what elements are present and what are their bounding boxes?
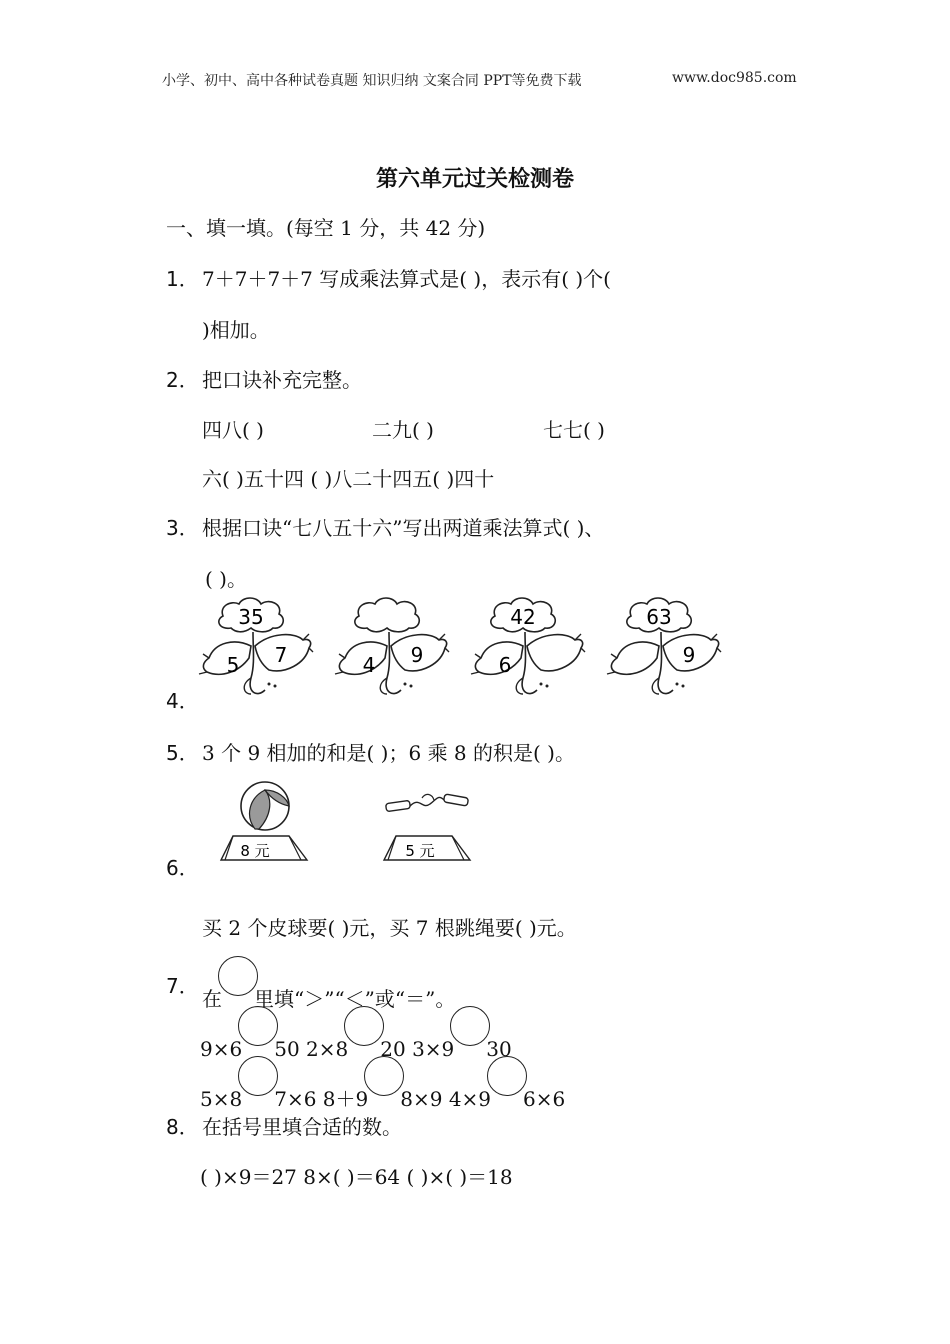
compare-circle[interactable] — [364, 1056, 404, 1096]
q7-pre: 在 — [202, 987, 222, 1011]
flower-diagram — [195, 594, 735, 710]
flower-1-top: 35 — [238, 605, 264, 629]
question-7-text — [202, 970, 455, 1012]
q7-expr: 20 — [380, 1037, 406, 1061]
header-url: www.doc985.com — [672, 70, 797, 86]
q7-expr: 9×6 — [200, 1037, 243, 1061]
ball-illustration — [215, 776, 315, 872]
q7-expr: 3×9 — [412, 1037, 455, 1061]
q2-blank-1: 四八( ) — [202, 418, 264, 442]
ball-price: 8 元 — [240, 842, 270, 860]
q7-expr: 2×8 — [306, 1037, 349, 1061]
flower-4-top: 63 — [646, 605, 672, 629]
flower-1-right: 7 — [274, 643, 288, 667]
rope-price-tag — [384, 836, 470, 860]
q7-expr: 4×9 — [448, 1087, 492, 1111]
flower-4-right: 9 — [682, 643, 696, 667]
q7-post: 里填“＞”“＜”或“＝”。 — [254, 987, 456, 1011]
q2-blank-3: 七七( ) — [543, 418, 605, 442]
q7-expr: 30 — [486, 1037, 512, 1061]
question-5-number: 5． — [166, 741, 199, 765]
flower-3 — [471, 598, 585, 694]
compare-circle[interactable] — [487, 1056, 527, 1096]
q7-expr: 6×6 — [523, 1087, 566, 1111]
question-4-number: 4． — [166, 689, 199, 713]
flower-1-left: 5 — [226, 653, 240, 677]
question-1-text-cont: )相加。 — [202, 318, 270, 342]
flower-3-left: 6 — [498, 653, 512, 677]
question-3-text: 根据口诀“七八五十六”写出两道乘法算式( )、 — [202, 516, 605, 540]
q7-row-1 — [200, 1020, 512, 1061]
q2-blank-2: 二九( ) — [372, 418, 434, 442]
question-7-number: 7． — [166, 974, 199, 998]
question-1-text: 7＋7＋7＋7 写成乘法算式是( )，表示有( )个( — [202, 267, 611, 291]
question-8-number: 8． — [166, 1115, 199, 1139]
question-3-text-cont: ( )。 — [205, 567, 247, 591]
question-8-equations: ( )×9＝27 8×( )＝64 ( )×( )＝18 — [200, 1165, 513, 1189]
question-1-number: 1． — [166, 267, 199, 291]
compare-circle[interactable] — [238, 1056, 278, 1096]
page-title: 第六单元过关检测卷 — [375, 166, 574, 192]
ball-icon — [241, 782, 289, 830]
q7-expr: 8＋9 — [322, 1087, 369, 1111]
q7-expr: 7×6 — [274, 1087, 317, 1111]
header-left-text: 小学、初中、高中各种试卷真题 知识归纳 文案合同 PPT等免费下载 — [162, 73, 582, 89]
question-2-number: 2． — [166, 368, 199, 392]
rope-price: 5 元 — [405, 842, 435, 860]
question-5-text: 3 个 9 相加的和是( )；6 乘 8 的积是( )。 — [202, 741, 575, 765]
q7-expr: 8×9 — [400, 1087, 443, 1111]
flower-2-left: 4 — [362, 653, 376, 677]
jump-rope-icon — [386, 794, 469, 812]
question-2-text: 把口诀补充完整。 — [202, 368, 362, 392]
flower-2 — [335, 598, 449, 694]
q2-row-2: 六( )五十四 ( )八二十四五( )四十 — [202, 467, 495, 491]
flower-1 — [199, 598, 313, 694]
question-8-text: 在括号里填合适的数。 — [202, 1115, 402, 1139]
question-6-text: 买 2 个皮球要( )元，买 7 根跳绳要( )元。 — [202, 916, 577, 940]
compare-circle[interactable] — [450, 1006, 490, 1046]
q7-expr: 50 — [274, 1037, 300, 1061]
q7-expr: 5×8 — [200, 1087, 243, 1111]
section-heading: 一、填一填。(每空 1 分，共 42 分) — [166, 216, 486, 240]
question-6-number: 6． — [166, 856, 199, 880]
flower-2-right: 9 — [410, 643, 424, 667]
rope-illustration — [378, 776, 478, 872]
flower-4 — [607, 598, 721, 694]
ball-price-tag — [221, 836, 307, 860]
compare-circle[interactable] — [344, 1006, 384, 1046]
compare-circle[interactable] — [238, 1006, 278, 1046]
q7-row-2 — [200, 1070, 565, 1112]
answer-circle-icon — [218, 956, 258, 996]
question-3-number: 3． — [166, 516, 199, 540]
flower-3-top: 42 — [510, 605, 536, 629]
